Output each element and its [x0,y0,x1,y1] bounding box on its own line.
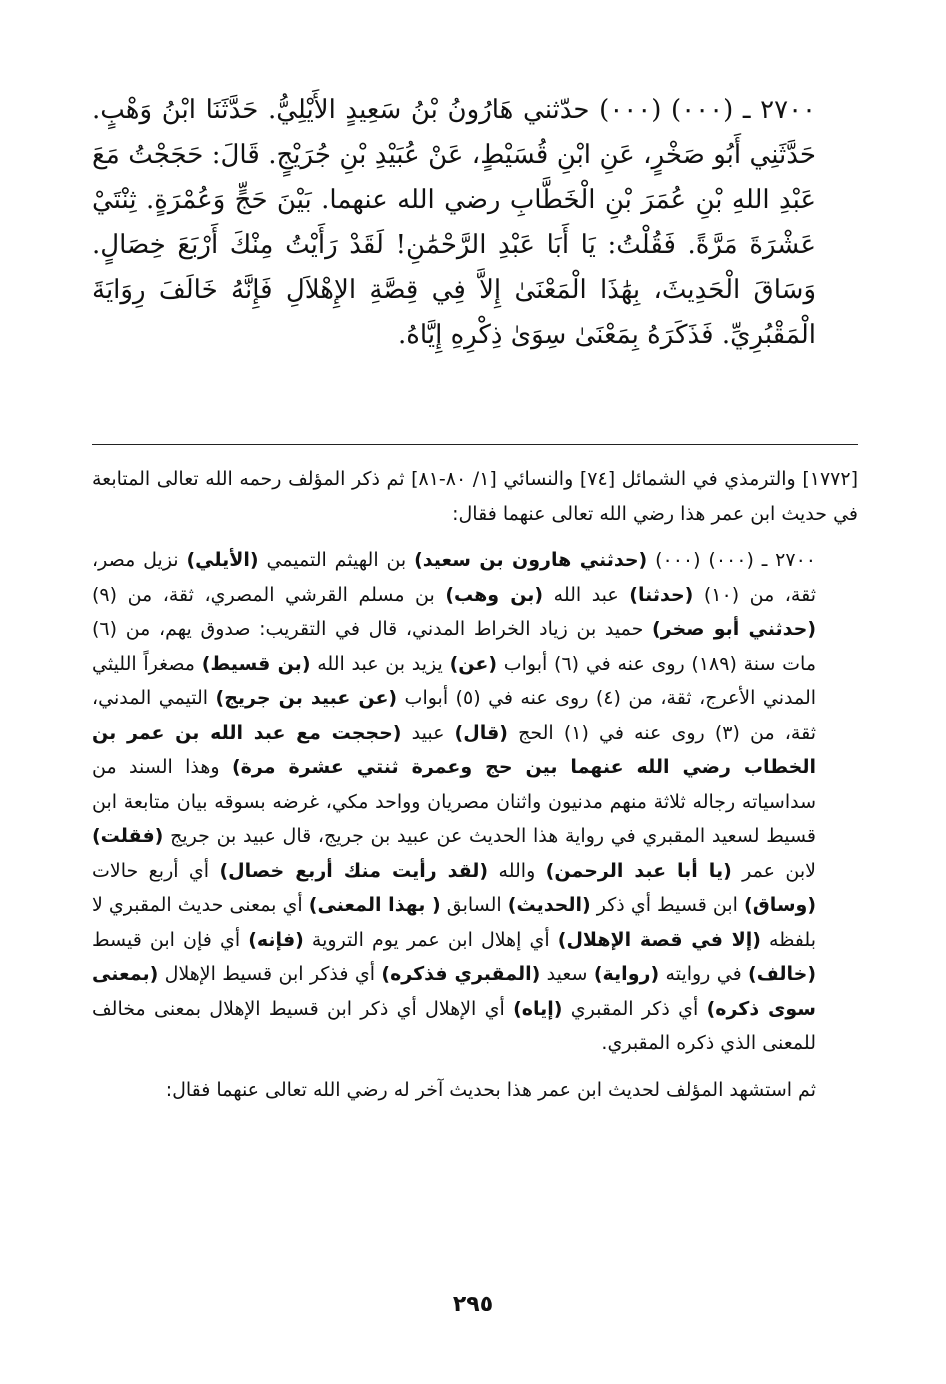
text-segment: ٢٧٠٠ ـ (٠٠٠) (٠٠٠) [647,549,816,571]
quoted-segment: (خالف) [748,963,817,985]
quoted-segment: (رواية) [593,963,660,985]
quoted-segment: ( بهذا المعنى) [308,894,441,916]
text-segment: وهذا السند من سداسياته رجاله ثلاثة منهم مدنيون واثنان مصريان وواحد مكي، غرضه بسوقه بيان متابعة ابن قسيط لسعيد المقبري في رواية هذا الحديث عن عبيد بن جريج، قال عبيد بن جريج [92,756,816,847]
quoted-segment: (بن وهب) [445,583,544,606]
text-segment: سعيد [540,963,594,985]
quoted-segment: (إياه) [513,997,563,1020]
quoted-segment: (عن) [449,652,498,675]
quoted-segment: (بمعنى سوى ذكره) [92,963,816,1020]
commentary-closing: ثم استشهد المؤلف لحديث ابن عمر هذا بحديث آخر له رضي الله تعالى عنهما فقال: [165,1078,816,1101]
commentary-intro: [١٧٧٢] والترمذي في الشمائل [٧٤] والنسائي [١/ ٨٠-٨١] ثم ذكر المؤلف رحمه الله تعالى المتابعة في حديث ابن عمر هذا رضي الله تعالى عنهما فقال: [92,468,858,525]
quoted-segment: (يا أبا عبد الرحمن) [545,859,732,882]
quoted-segment: (قال) [454,721,508,744]
quoted-segment: (فإنه) [248,928,304,951]
text-segment: أي ذكر المقبري [562,997,707,1020]
quoted-segment: (إلا في قصة الإهلال) [557,928,761,951]
text-segment: بن الهيثم التميمي [258,549,415,571]
text-segment: عبيد [401,721,455,744]
text-segment: عبد الله [543,583,630,606]
text-segment: لابن عمر [731,859,816,882]
quoted-segment: (حدثني هارون بن سعيد) [414,549,648,571]
quoted-segment: (حدثنا) [629,583,694,606]
quoted-segment: (فقلت) [92,825,164,847]
commentary-explanation [92,543,858,1061]
hadith-reference: (٠٠٠) [671,95,734,125]
quoted-segment: (الحديث) [507,894,591,916]
quoted-segment: (الأيلي) [186,549,259,571]
hadith-paragraph: ٢٧٠٠ ـ (٠٠٠) (٠٠٠) حدّثني هَارُونُ بْنُ سَعِيدٍ الأَيْلِيُّ. حَدَّثَنَا ابْنُ وَهْبٍ. حَدَّثَنِي أَبُو صَخْرٍ، عَنِ ابْنِ قُسَيْطٍ، عَنْ عُبَيْدِ بْنِ جُرَيْجٍ. قَالَ: حَجَجْتُ مَعَ عَبْدِ اللهِ بْنِ عُمَرَ بْنِ الْخَطَّابِ رضي الله عنهما. بَيْنَ حَجٍّ وَعُمْرَةٍ. ثِنْتَيْ عَشْرَةَ مَرَّةً. فَقُلْتُ: يَا أَبَا عَبْدِ الرَّحْمَٰنِ! لَقَدْ رَأَيْتُ مِنْكَ أَرْبَعَ خِصَالٍ. وَسَاقَ الْحَدِيثَ، بِهَٰذَا الْمَعْنَىٰ إِلاَّ فِي قِصَّةِ الإِهْلاَلِ فَإِنَّهُ خَالَفَ رِوَايَةَ الْمَقْبُرِيِّ. فَذَكَرَهُ بِمَعْنَىٰ سِوَىٰ ذِكْرِهِ إِيَّاهُ. [92,95,816,350]
quoted-segment: (المقبري فذكره) [381,963,541,985]
hadith-reference-repeat: (٠٠٠) [599,95,662,125]
quoted-segment: (حدثني أبو صخر) [651,618,817,640]
text-segment: بن مسلم القرشي المصري، ثقة، من (٩) [92,583,446,606]
quoted-segment: (بن قسيط) [201,652,311,675]
text-segment: السابق [440,894,508,916]
text-segment: أي إهلال ابن عمر يوم التروية [303,928,558,951]
hadith-text-block [92,88,858,358]
footnote-divider [92,444,858,445]
quoted-segment: (لقد رأيت منك أربع خصال) [219,859,489,882]
text-segment: أي فإن ابن قيسط [92,928,249,951]
text-segment: مصغراً الليثي المدني الأعرج، ثقة، من (٤) روى عنه في (٥) أبواب [92,652,817,709]
quoted-segment: (عن عبيد بن جريج) [215,687,398,709]
text-segment: ابن قسيط أي ذكر [590,894,745,916]
hadith-number: ٢٧٠٠ [760,95,816,125]
quoted-segment: (حججت مع عبد الله بن عمر بن الخطاب رضي الله عنهما بين حج وعمرة ثنتي عشرة مرة) [92,721,817,778]
quoted-segment: (وساق) [744,894,817,916]
text-segment: التيمي المدني، ثقة، من (٣) روى عنه في (١) الحج [92,687,816,744]
text-segment: نزيل مصر، ثقة، من (١٠) [92,549,817,606]
text-segment: حميد بن زياد الخراط المدني، قال في التقريب: صدوق يهم، من (٦) مات سنة (١٨٩) روى عنه في (٦) أبواب [92,618,817,675]
commentary-block [92,462,858,1107]
hadith-body: حدّثني هَارُونُ بْنُ سَعِيدٍ الأَيْلِيُّ. حَدَّثَنَا ابْنُ وَهْبٍ. حَدَّثَنِي أَبُو صَخْرٍ، عَنِ ابْنِ قُسَيْطٍ، عَنْ عُبَيْدِ بْنِ جُرَيْجٍ. قَالَ: حَجَجْتُ مَعَ عَبْدِ اللهِ بْنِ عُمَرَ بْنِ الْخَطَّابِ رضي الله عنهما. بَيْنَ حَجٍّ وَعُمْرَةٍ. ثِنْتَيْ عَشْرَةَ مَرَّةً. فَقُلْتُ: يَا أَبَا عَبْدِ الرَّحْمَٰنِ! لَقَدْ رَأَيْتُ مِنْكَ أَرْبَعَ خِصَالٍ. وَسَاقَ الْحَدِيثَ، بِهَٰذَا الْمَعْنَىٰ إِلاَّ فِي قِصَّةِ الإِهْلاَلِ فَإِنَّهُ خَالَفَ رِوَايَةَ الْمَقْبُرِيِّ. فَذَكَرَهُ بِمَعْنَىٰ سِوَىٰ ذِكْرِهِ إِيَّاهُ. [92,95,816,350]
text-segment: والله [488,859,546,882]
text-segment: أي فذكر ابن قسيط الإهلال [158,963,382,985]
text-segment: أي أربع حالات [92,859,220,882]
page-number: ٢٩٥ [452,1292,494,1317]
text-segment: في روايته [659,963,749,985]
text-segment: أي بمعنى حديث المقبري لا بلفظه [92,894,816,951]
text-segment: أي الإهلال أي ذكر ابن قسيط الإهلال بمعنى مخالف للمعنى الذي ذكره المقبري. [92,997,816,1054]
text-segment: يزيد بن عبد الله [310,652,450,675]
